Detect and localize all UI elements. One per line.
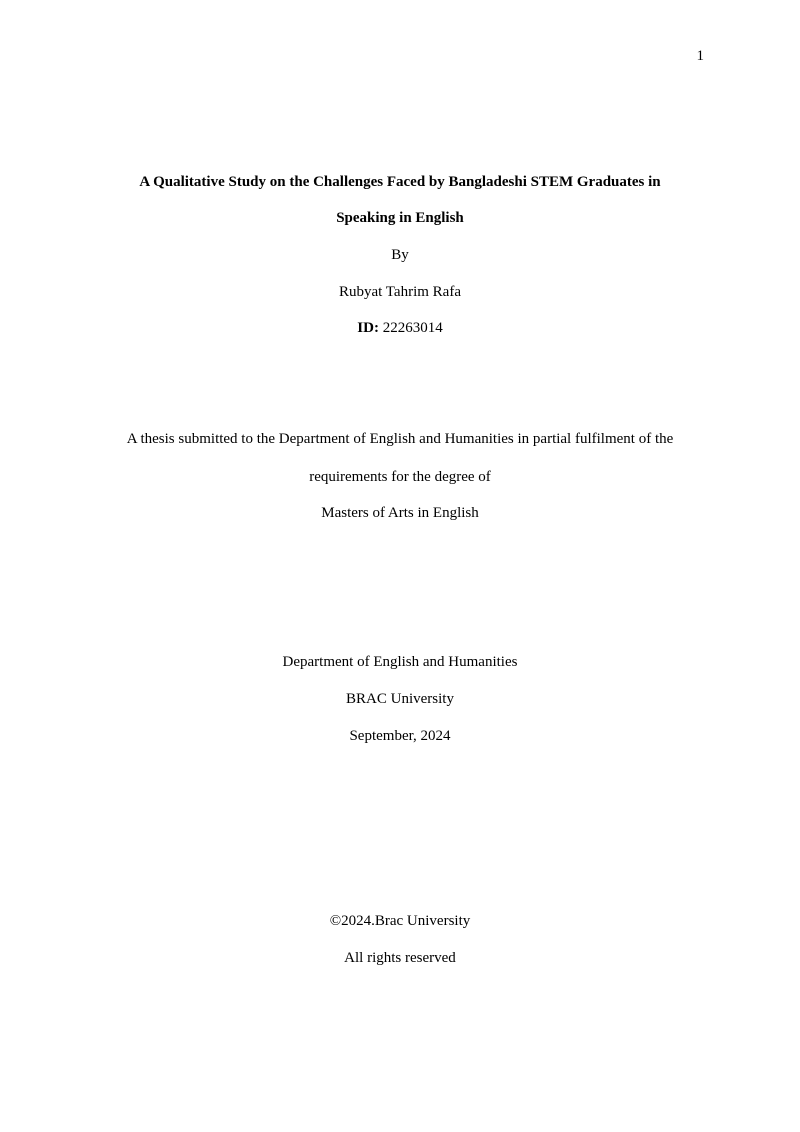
copyright-notice: ©2024.Brac University <box>329 913 471 929</box>
department-name: Department of English and Humanities <box>282 654 518 670</box>
page-number: 1 <box>696 48 704 64</box>
submission-date: September, 2024 <box>349 728 451 744</box>
thesis-title-line-1: A Qualitative Study on the Challenges Faced by Bangladeshi STEM Graduates in <box>139 174 661 190</box>
student-id <box>0 321 800 336</box>
student-id-label: ID: <box>357 320 379 336</box>
author-name: Rubyat Tahrim Rafa <box>339 284 461 300</box>
university-name: BRAC University <box>346 691 454 707</box>
submission-line-2: requirements for the degree of <box>309 469 491 485</box>
byline-by: By <box>391 247 409 263</box>
degree-name: Masters of Arts in English <box>321 505 479 521</box>
rights-reserved: All rights reserved <box>344 950 456 966</box>
student-id-value: 22263014 <box>378 320 443 336</box>
thesis-title-line-2: Speaking in English <box>336 210 464 226</box>
submission-line-1: A thesis submitted to the Department of English and Humanities in partial fulfilment of the <box>126 431 674 447</box>
